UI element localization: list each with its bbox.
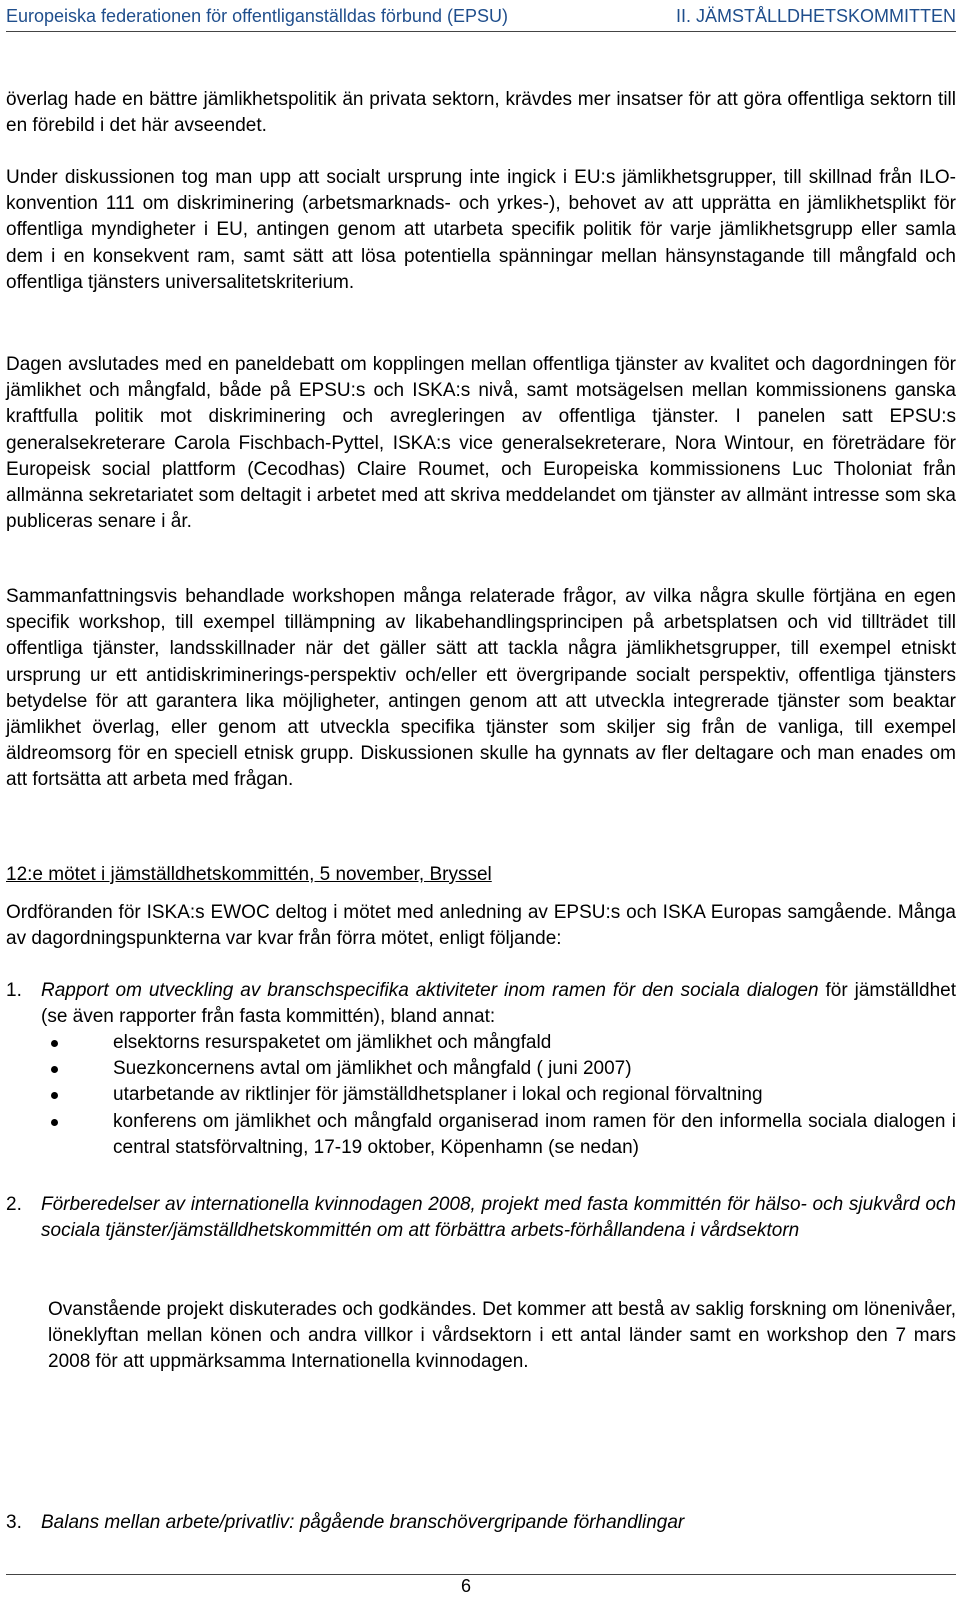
bullet-text: Suezkoncernens avtal om jämlikhet och mångfald ( juni 2007)	[113, 1058, 632, 1080]
header-right-text: II. JÄMSTÅLLDHETSKOMMITTEN	[675, 6, 956, 26]
bullet-text: konferens om jämlikhet och mångfald organiserad inom ramen för den informella sociala dialogen i central statsförvaltning, 17-19 oktober, Köpenhamn (se nedan)	[113, 1110, 956, 1158]
document-page	[6, 0, 956, 1597]
item-text	[41, 1510, 956, 1536]
bullet-list	[6, 1030, 956, 1161]
paragraph-discussion: Under diskussionen tog man upp att socialt ursprung inte ingick i EU:s jämlikhetsgrupper, till skillnad från ILO-konvention 111 om diskriminering (arbetsmarknads- och yrkes-), behovet av att upprätta en jämlikhetsplikt för offentliga myndigheter i EU, antingen genom att utarbeta specifik politik för varje jämlikhetsgrupp eller samla dem i en konsekvent ram, samt sätt att lösa potentiella spänningar mellan hänsynstagande till mångfald och offentliga tjänsters universalitetskriterium.	[6, 167, 956, 293]
item-title: Balans mellan arbete/privatliv: pågående branschövergripande förhandlingar	[41, 1512, 685, 1533]
section-heading: 12:e mötet i jämställdhetskommittén, 5 november, Bryssel	[6, 864, 492, 885]
header-left-text: Europeiska federationen för offentliganställdas förbund (EPSU)	[6, 6, 508, 26]
page-number: 6	[461, 1576, 472, 1596]
item-text	[41, 978, 956, 1030]
paragraph-continuation: överlag hade en bättre jämlikhetspolitik än privata sektorn, krävdes mer insatser för att göra offentliga sektorn till en förebild i det här avseendet.	[6, 89, 956, 137]
bullet-text: elsektorns resurspaketet om jämlikhet och mångfald	[113, 1032, 552, 1053]
page-header	[6, 1, 956, 32]
item-title: Rapport om utveckling av branschspecifika aktiviteter inom ramen för den sociala dialogen	[41, 980, 819, 1001]
list-item	[6, 1056, 956, 1082]
paragraph-intro: Ordföranden för ISKA:s EWOC deltog i mötet med anledning av EPSU:s och ISKA Europas samgående. Många av dagordningspunkterna var kvar från förra mötet, enligt följande:	[6, 902, 956, 950]
list-item	[6, 1082, 956, 1108]
paragraph-item2-detail: Ovanstående projekt diskuterades och godkändes. Det kommer att bestå av saklig forskning om lönenivåer, löneklyftan mellan könen och andra villkor i vårdsektorn i ett antal länder samt en workshop den 7 mars 2008 för att uppmärksamma Internationella kvinnodagen.	[48, 1299, 956, 1373]
bullet-icon	[51, 1092, 58, 1099]
footer-divider	[6, 1574, 956, 1575]
bullet-icon	[51, 1040, 58, 1047]
list-item	[6, 1109, 956, 1161]
item-rest: för jämställdhet (se även rapporter från fasta kommittén), bland annat:	[41, 980, 956, 1028]
bullet-icon	[51, 1119, 58, 1126]
item-number: 2.	[6, 1194, 22, 1215]
bullet-icon	[51, 1066, 58, 1073]
item-number: 1.	[6, 980, 22, 1001]
item-text	[41, 1192, 956, 1244]
item-number: 3.	[6, 1512, 22, 1533]
bullet-text: utarbetande av riktlinjer för jämställdhetsplaner i lokal och regional förvaltning	[113, 1084, 763, 1106]
paragraph-summary: Sammanfattningsvis behandlade workshopen många relaterade frågor, av vilka några skulle förtjäna en egen specifik workshop, till exempel tillämpning av likabehandlingsprincipen på arbetsplatsen och vid tillträdet till offentliga tjänster, landsskillnader när det gäller sätt att tackla några jämlikhetsgrupper, till exempel etniskt ursprung ur ett antidiskriminerings-perspektiv och/eller ett övergripande socialt perspektiv, offentliga tjänsters betydelse för att garantera lika möjligheter, antingen genom att att utveckla integrerade tjänster som beaktar jämlikhet överlag, eller genom att utveckla specifika tjänster som skiljer sig från de vanliga, till exempel äldreomsorg för en speciell etnisk grupp. Diskussionen skulle ha gynnats av fler deltagare och man enades om att fortsätta att arbeta med frågan.	[6, 586, 956, 791]
item-title: Förberedelser av internationella kvinnodagen 2008, projekt med fasta kommittén för hälso- och sjukvård och sociala tjänster/jämställdhetskommittén om att förbättra arbets-förhållandena i vårdsektorn	[41, 1194, 956, 1242]
list-item	[6, 1030, 956, 1056]
paragraph-panel-debate: Dagen avslutades med en paneldebatt om kopplingen mellan offentliga tjänster av kvalitet och dagordningen för jämlikhet och mångfald, både på EPSU:s och ISKA:s nivå, samt motsägelsen mellan kommissionens ganska kraftfulla politik mot diskriminering och avregleringen av offentliga tjänster. I panelen satt EPSU:s generalsekreterare Carola Fischbach-Pyttel, ISKA:s vice generalsekreterare, Nora Wintour, en företrädare för Europeisk social plattform (Cecodhas) Claire Roumet, och Europeiska kommissionens Luc Tholoniat från allmänna sekretariatet som deltagit i arbetet med att skriva meddelandet om tjänster av allmänt intresse som ska publiceras senare i år.	[6, 354, 956, 533]
